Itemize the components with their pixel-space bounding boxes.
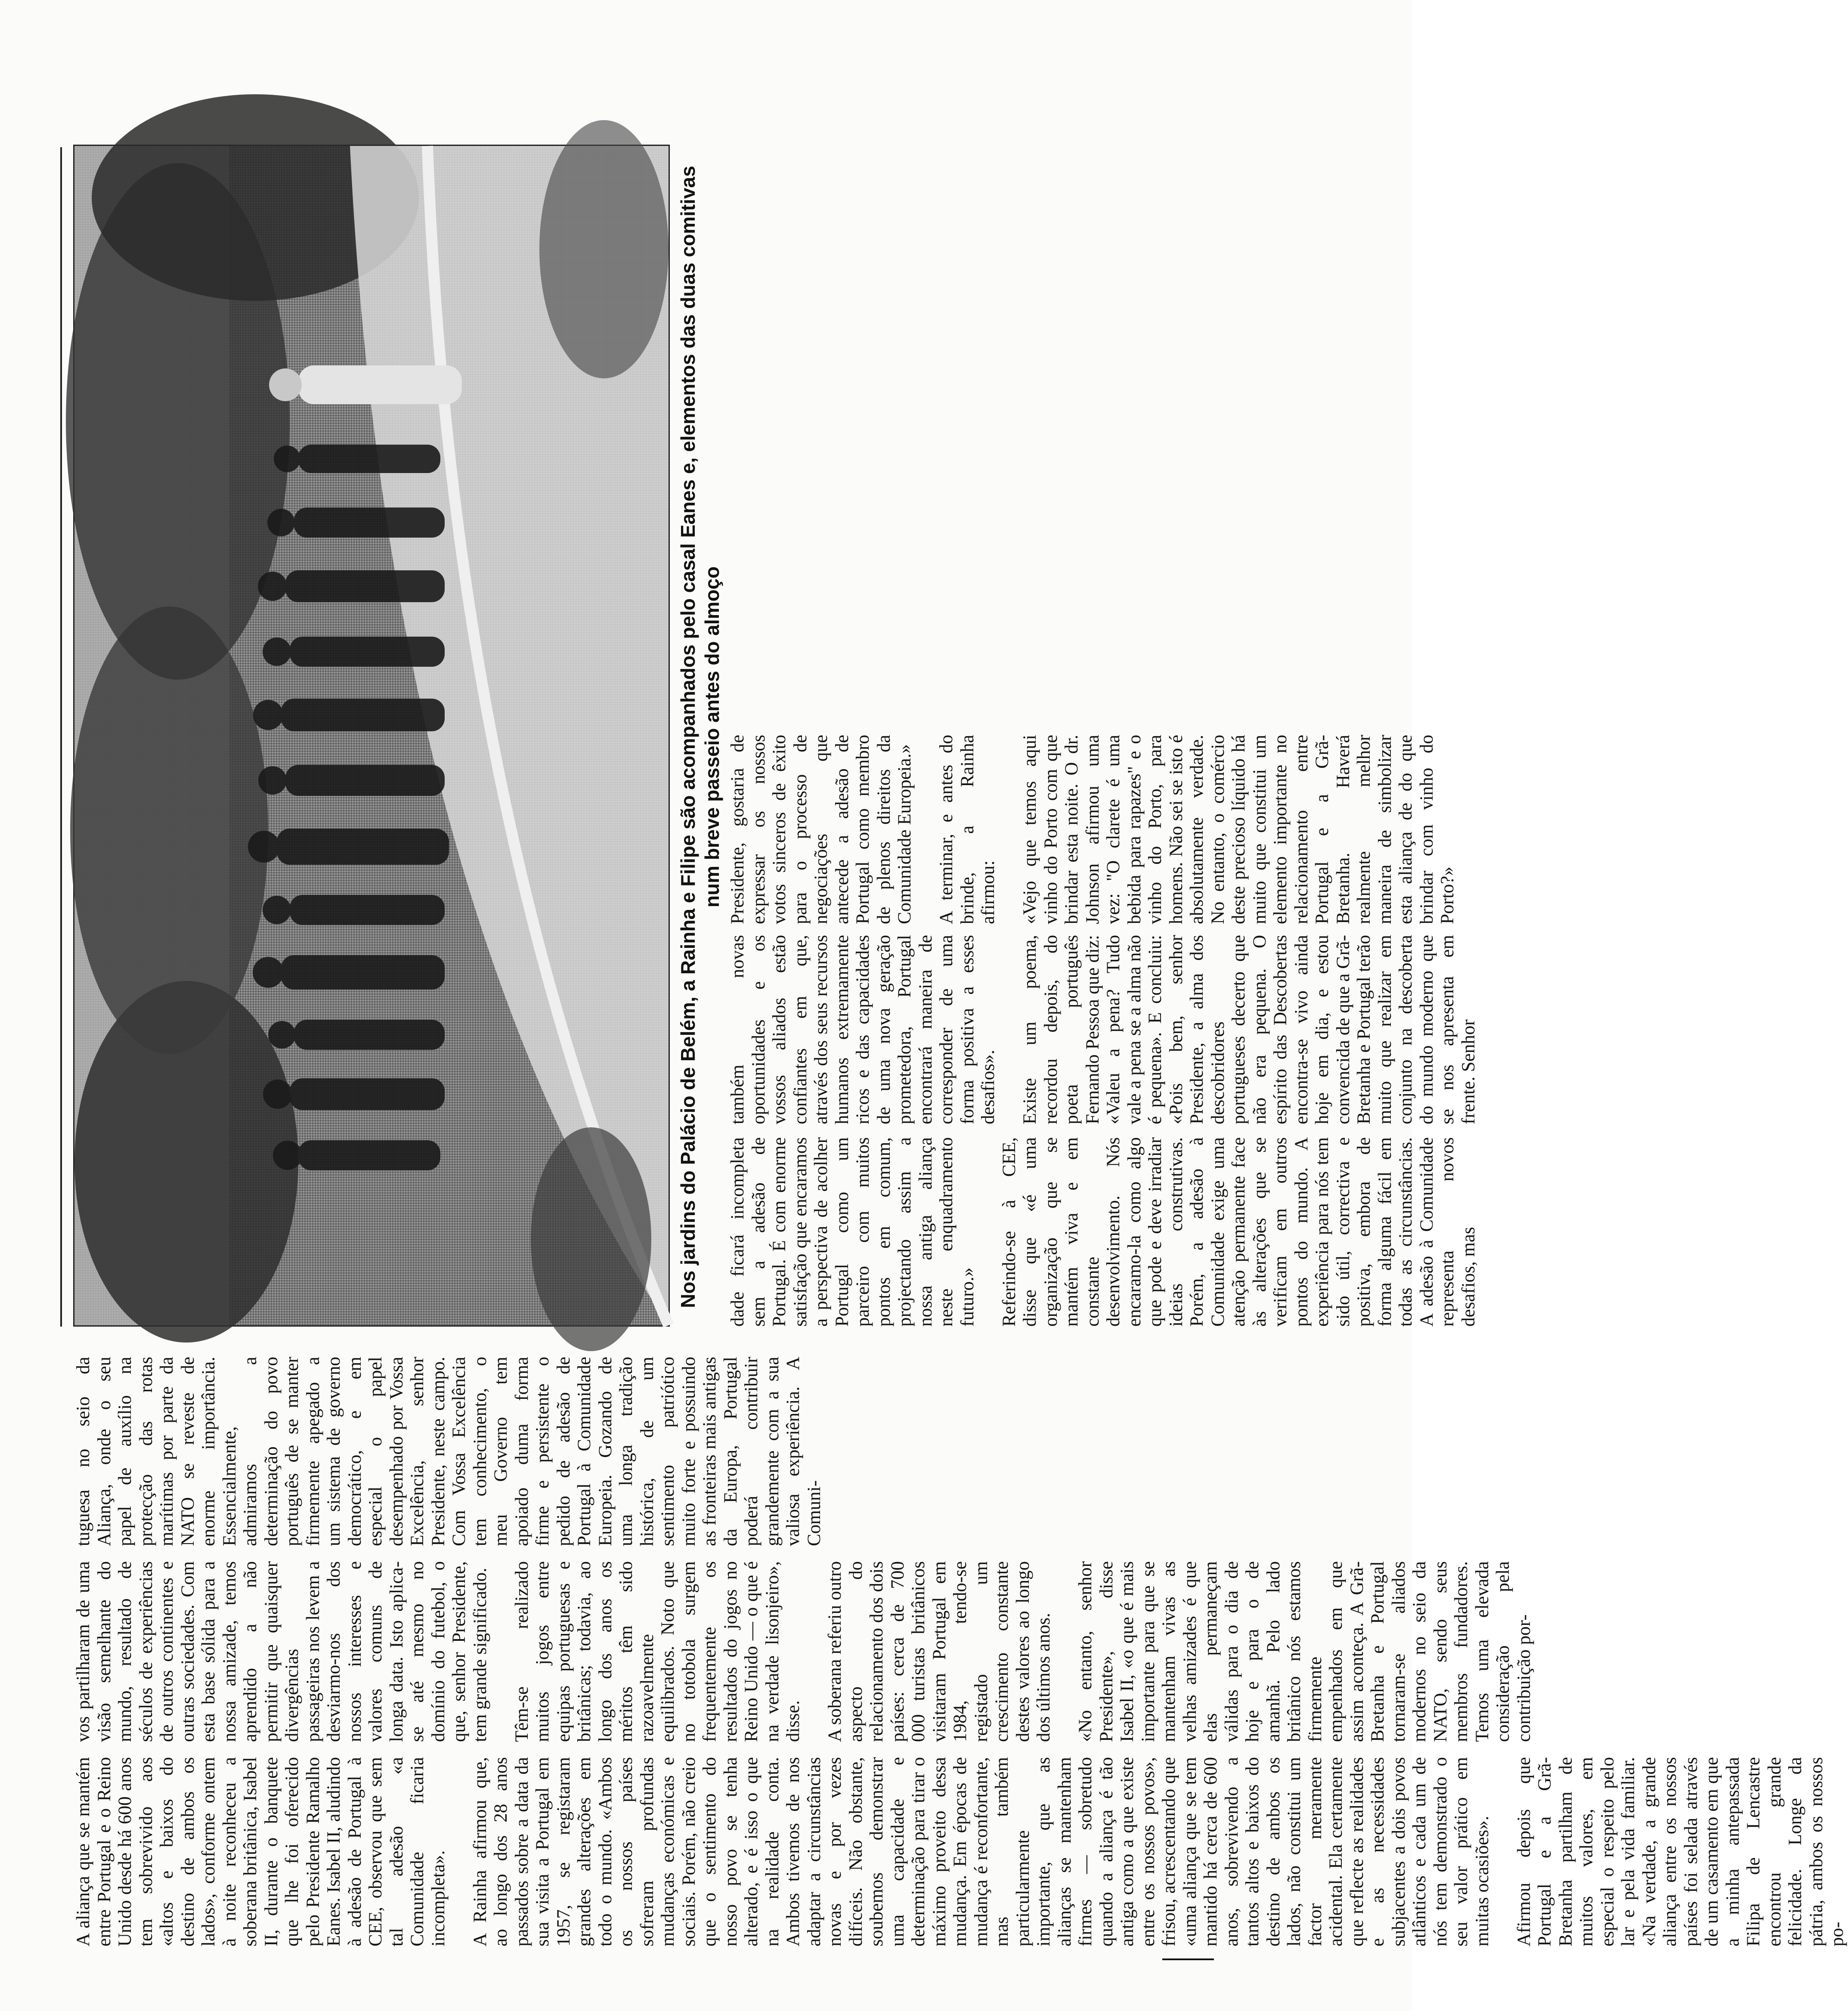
article-column-2: vos partilharam de uma visão semelhante do mundo, resultado de séculos de experiências de outros continentes e outras sociedades. Com esta base sólida para a nossa amizade, temos aprendido a não permitir que quaisquer divergências passageiras nos levem a desviarmo-nos dos nossos interesses e valores comuns de longa data. Isto aplica-se até mesmo no domínio do futebol, o que, senhor Presidente, tem grande significado. Têm-se realizado muitos jogos entre equipas portuguesas e britânicas; todavia, ao longo dos anos os méritos têm sido razoavelmente equilibrados. Noto que no totobola surgem frequentemente os resultados do jogos no Reino Unido — o que é na verdade lisonjeiro», disse. A soberana referiu outro aspecto do relacionamento dos dois países: cerca de 700 000 turistas britânicos visitaram Portugal em 1984, tendo-se registado um crescimento constante destes valores ao longo dos últimos anos. «No entanto, senhor Presidente», disse Isabel II, «o que é mais importante para que se mantenham vivas as velhas amizades é que elas permaneçam válidas para o dia de hoje e para o de amanhã. Pelo lado britânico nós estamos firmemente empenhados em que assim aconteça. A Grã-Bretanha e Portugal tornaram-se aliados modernos no seio da NATO, sendo seus membros fundadores. Temos uma elevada consideração pela contribuição por- [73, 1561, 1534, 1742]
article-column-3: tuguesa no seio da Aliança, onde o seu papel de auxílio na protecção das rotas marítimas por parte da NATO se reveste de enorme importância. Essencialmente, admiramos a determinação do povo português de se manter firmemente apegado a um sistema de governo democrático, e em especial o papel desempenhado por Vossa Excelência, senhor Presidente, neste campo. Com Vossa Excelência tem conhecimento, o meu Governo tem apoiado duma forma firme e persistente o pedido de adesão de Portugal à Comunidade Europeia. Gozando de uma longa tradição histórica, de um sentimento patriótico muito forte e possuindo as fronteiras mais antigas da Europa, Portugal poderá contribuir grandemente com a sua valiosa experiência. A Comuni- [73, 1357, 824, 1546]
article-column-4: dade ficará incompleta sem a adesão de Portugal. É com enorme satisfação que encaramos a perspectiva de acolher Portugal como um parceiro com muitos pontos em comum, projectando assim a nossa antiga aliança neste enquadramento futuro.» Referindo-se à CEE, disse que «é uma organização que se mantém viva e em constante desenvolvimento. Nós encaramo-la como algo que pode e deve irradiar ideias construtivas. Porém, a adesão à Comunidade exige uma atenção permanente face às alterações que se verificam em outros pontos do mundo. A experiência para nós tem sido útil, correctiva e positiva, embora de forma alguma fácil em todas as circunstâncias. A adesão à Comunidade representa novos desafios, mas [727, 1137, 1479, 1327]
page-edge-mark [1162, 1958, 1214, 1960]
photo-top-rule [60, 147, 62, 1327]
article-column-6: Presidente, gostaria de expressar os nossos votos sinceros de êxito para o processo de negociações que antecede a adesão de Portugal como membro de plenos direitos da Comunidade Europeia.» A terminar, e antes do brinde, a Rainha afirmou: «Vejo que temos aqui vinho do Porto com que brindar esta noite. O dr. Johnson afirmou uma vez: "O clarete é uma bebida para rapazes" e o vinho do Porto, para homens. Não sei se isto é absolutamente verdade. No entanto, o comércio deste precioso líquido há muito que constitui um elemento importante no relacionamento entre Portugal e a Grã-Bretanha. Haverá realmente melhor maneira de simbolizar esta aliança de do que brindar com vinho do Porto?» [727, 735, 1458, 924]
news-photograph [73, 145, 670, 1327]
photo-illustration [74, 146, 669, 1325]
article-column-5: também novas oportunidades e os vossos aliados estão confiantes em que, através dos seus recursos humanos extremamente ricos e das capacidades de uma nova geração prometedora, Portugal encontrará maneira de corresponder de uma forma positiva a esses desafios». Existe um poema, recordou depois, do poeta português Fernando Pessoa que diz: «Valeu a pena? Tudo vale a pena se a alma não é pequena». E concluiu: «Pois bem, senhor Presidente, a alma dos descobridores portugueses decerto que não era pequena. O espírito das Descobertas encontra-se vivo ainda hoje em dia, e estou convencida de que a Grã-Bretanha e Portugal terão muito que realizar em conjunto na descoberta do mundo moderno que se nos apresenta em frente. Senhor [727, 935, 1479, 1124]
article-column-1: A aliança que se mantém entre Portugal e o Reino Unido desde há 600 anos tem sobrevivido aos «altos e baixos do destino de ambos os lados», conforme ontem à noite reconheceu a soberana britânica, Isabel II, durante o banquete que lhe foi oferecido pelo Presidente Ramalho Eanes. Isabel II, aludindo à adesão de Portugal à CEE, observou que sem tal adesão «a Comunidade ficaria incompleta». A Rainha afirmou que, ao longo dos 28 anos passados sobre a data da sua visita a Portugal em 1957, se registaram grandes alterações em todo o mundo. «Ambos os nossos países sofreram profundas mudanças económicas e sociais. Porém, não creio que o sentimento do nosso povo se tenha alterado, e é isso o que na realidade conta. Ambos tivemos de nos adaptar a circunstâncias novas e por vezes difíceis. Não obstante, soubemos demonstrar uma capacidade e determinação para tirar o máximo proveito dessa mudança. Em épocas de mudança é reconfortante, mas também particularmente importante, que as alianças se mantenham firmes — sobretudo quando a aliança é tão antiga como a que existe entre os nossos povos», frisou, acrescentando que «uma aliança que se tem mantido há cerca de 600 anos, sobrevivendo a tantos altos e baixos do destino de ambos os lados, não constitui um factor meramente acidental. Ela certamente que reflecte as realidades e as necessidades subjacentes a dois povos atlânticos e cada um de nós tem demonstrado o seu valor prático em muitas ocasiões». Afirmou depois que Portugal e a Grã-Bretanha partilham de muitos valores, em especial o respeito pelo lar e pela vida familiar. «Na verdade, a grande aliança entre os nossos países foi selada através de um casamento em que a minha antepassada Filipa de Lencastre encontrou grande felicidade. Longe da pátria, ambos os nossos po- [73, 1757, 1847, 1946]
photo-caption: Nos jardins do Palácio de Belém, a Rainha e Filipe são acompanhados pelo casal Eanes e, elementos das duas comitivas num breve passeio antes do almoço [677, 166, 723, 1308]
